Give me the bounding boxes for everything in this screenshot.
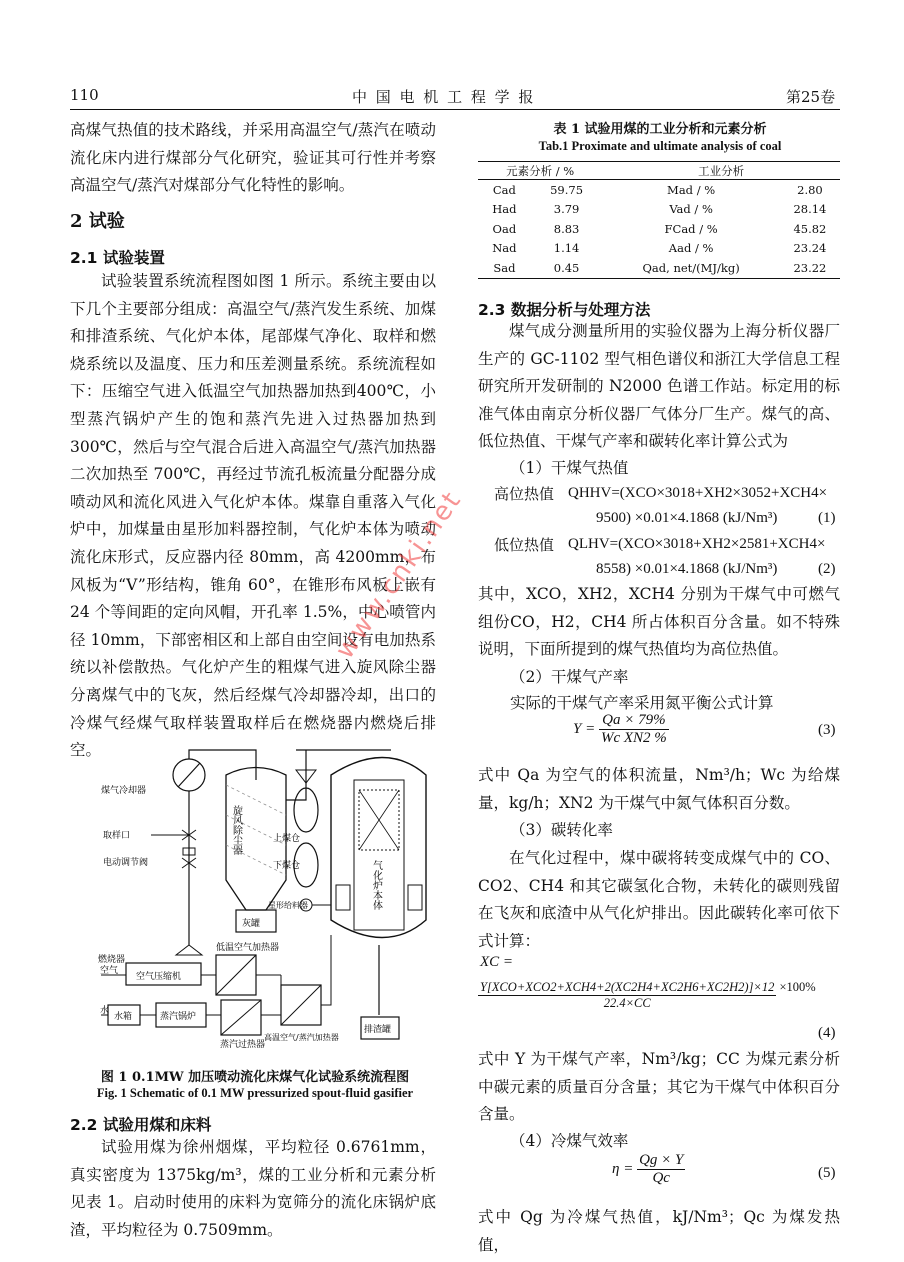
label-superheater: 蒸汽过热器	[220, 1040, 266, 1050]
item-4-heading: （4）冷煤气效率	[510, 1132, 629, 1150]
label-cooler: 煤气冷却器	[101, 786, 147, 796]
equation-number-3: (3)	[818, 722, 836, 738]
label-cyclone: 旋风除尘器	[230, 805, 242, 855]
hhv-formula-line2: 9500) ×0.01×4.1868 (kJ/Nm³)	[596, 510, 778, 526]
table-row: Sad 0.45 Qad, net/(MJ/kg) 23.22	[478, 258, 840, 278]
yield-formula	[573, 712, 669, 747]
label-air: 空气	[100, 966, 119, 976]
label-gasifier: 气化炉本体	[370, 860, 382, 910]
label-water: 水	[100, 1006, 110, 1016]
label-compressor: 空气压缩机	[136, 972, 182, 982]
section-2-title: 2 试验	[70, 211, 125, 232]
equation-number-1: (1)	[818, 510, 836, 526]
hhv-formula-line1: QHHV=(XCO×3018+XH2×3052+XCH4×	[568, 485, 828, 501]
item-2-text: 实际的干煤气产率采用氮平衡公式计算	[510, 694, 774, 712]
equation-number-5: (5)	[818, 1165, 836, 1181]
table-row: Nad 1.14 Aad / % 23.24	[492, 241, 827, 256]
header-rule	[70, 109, 840, 110]
yield-denominator: Wc XN2 %	[600, 730, 667, 746]
hhv-label: 高位热值	[494, 485, 555, 503]
xc-fraction	[478, 980, 816, 1011]
table-title-en: Tab.1 Proximate and ultimate analysis of coal	[538, 139, 782, 153]
label-ash: 灰罐	[242, 919, 261, 929]
page-number: 110	[70, 86, 99, 104]
coal-analysis-table	[478, 161, 840, 279]
section-2-1-title: 2.1 试验装置	[70, 249, 165, 267]
figure-caption-en: Fig. 1 Schematic of 0.1 MW pressurized spout-fluid gasifier	[96, 1086, 414, 1100]
intro-paragraph: 高煤气热值的技术路线，并采用高温空气/蒸汽在喷动流化床内进行煤部分气化研究，验证其可行性并考察高温空气/蒸汽对煤部分气化特性的影响。	[70, 121, 436, 195]
xc-denominator: 22.4×CC	[603, 996, 651, 1010]
label-sampling: 取样口	[103, 831, 131, 841]
after-eq2-text: 其中，XCO，XH2，XCH4 分别为干煤气中可燃气组份CO，H2，CH4 所占体积百分含量。如不特殊说明，下面所提到的煤气热值均为高位热值。	[478, 585, 840, 659]
yield-lhs: Y =	[573, 720, 596, 737]
yield-numerator: Qa × 79%	[599, 712, 669, 730]
label-low-heater: 低温空气加热器	[216, 943, 280, 953]
label-slag: 排渣罐	[364, 1025, 392, 1035]
section-2-1-text: 试验装置系统流程图如图 1 所示。系统主要由以下几个主要部分组成：高温空气/蒸汽发生系统、加煤和排渣系统、气化炉本体，尾部煤气净化、取样和燃烧系统以及温度、压力和压差测量系统。系统流程如下：压缩空气进入低温空气加热器加热到400℃，小型蒸汽锅炉产生的饱和蒸汽先进入过热器加热到 300℃，然后与空气混合后进入高温空气/蒸汽加热器二次加热至 700℃，再经过节流孔板流量分配器分成喷动风和流化风进入气化炉本体。煤靠自重落入气化炉中，加煤量由星形加料器控制，气化炉本体为喷动流化床形式，反应器内径 80mm，高 4200mm，布风板为“V”形结构，锥角 60°，在锥形布风板上嵌有 24 个等间距的定向风帽，开孔率 1.5%，中心喷管内径 10mm，下部密相区和上部自由空间设有电加热系统以补偿散热。气化炉产生的粗煤气进入旋风除尘器分离煤气中的飞灰，然后经煤气冷却器冷却，出口的冷煤气经煤气取样装置取样后在燃烧器内燃烧后排空。	[70, 272, 436, 760]
table-row: Had 3.79 Vad / % 28.14	[492, 202, 827, 217]
label-lower-bin: 下煤仓	[273, 861, 301, 871]
xc-lhs: XC =	[480, 954, 514, 970]
label-valve: 电动调节阀	[103, 858, 149, 868]
item-1-heading: （1）干煤气热值	[510, 459, 629, 477]
eta-numerator: Qg × Y	[639, 1152, 684, 1168]
eta-denominator: Qc	[652, 1170, 670, 1186]
equation-number-2: (2)	[818, 561, 836, 577]
after-eq4-text: 式中 Y 为干煤气产率，Nm³/kg；CC 为煤元素分析中碳元素的质量百分含量；其它为干煤气中体积百分含量。	[478, 1050, 840, 1124]
label-upper-bin: 上煤仓	[273, 834, 301, 844]
label-feeder: 星形给料器	[268, 901, 308, 910]
label-burner: 燃烧器	[98, 955, 126, 965]
section-2-3-text: 煤气成分测量所用的实验仪器为上海分析仪器厂生产的 GC-1102 型气相色谱仪和浙江大学信息工程研究所开发研制的 N2000 色谱工作站。标定用的标准气体由南京分析仪器厂气体分厂生产。煤气的高、低位热值、干煤气产率和碳转化率计算公式为	[478, 322, 840, 451]
table-row: Cad 59.75 Mad / % 2.80	[492, 182, 823, 197]
item-3-text: 在气化过程中，煤中碳将转变成煤气中的 CO、CO2、CH4 和其它碳氢化合物，未转化的碳则残留在飞灰和底渣中从气化炉排出。因此碳转化率可依下式计算：	[478, 849, 840, 950]
lhv-label: 低位热值	[494, 536, 555, 554]
eta-formula	[612, 1152, 685, 1187]
xc-tail: ×100%	[779, 980, 816, 994]
journal-title: 中 国 电 机 工 程 学 报	[352, 88, 536, 106]
watermark: www.cnki.net	[329, 485, 468, 665]
xc-numerator: Y[XCO+XCO2+XCH4+2(XC2H4+XC2H6+XC2H2)]×12	[480, 980, 775, 994]
equation-number-4: (4)	[818, 1025, 836, 1041]
eta-lhs: η =	[612, 1160, 634, 1177]
lhv-formula-line1: QLHV=(XCO×3018+XH2×2581+XCH4×	[568, 536, 826, 552]
after-eq3-text: 式中 Qa 为空气的体积流量，Nm³/h；Wc 为给煤量，kg/h；XN2 为干煤气中氮气体积百分数。	[478, 766, 840, 812]
volume-label: 第25卷	[786, 88, 836, 106]
label-tank: 水箱	[114, 1012, 133, 1022]
after-eq5-text: 式中 Qg 为冷煤气热值，kJ/Nm³；Qc 为煤发热值，	[478, 1208, 840, 1254]
section-2-2-text: 试验用煤为徐州烟煤，平均粒径 0.6761mm，真实密度为 1375kg/m³，煤的工业分析和元素分析见表 1。启动时使用的床料为宽筛分的流化床锅炉底渣，平均粒径为 0.7509mm。	[70, 1138, 436, 1239]
label-boiler: 蒸汽锅炉	[160, 1012, 197, 1022]
section-2-2-title: 2.2 试验用煤和床料	[70, 1116, 212, 1134]
label-high-heater: 高温空气/蒸汽加热器	[264, 1033, 339, 1042]
table-header-proximate: 工业分析	[602, 162, 840, 180]
section-2-3-title: 2.3 数据分析与处理方法	[478, 301, 651, 319]
table-title-cn: 表 1 试验用煤的工业分析和元素分析	[553, 122, 767, 137]
figure-caption-cn: 图 1 0.1MW 加压喷动流化床煤气化试验系统流程图	[100, 1070, 410, 1085]
gasifier-schematic	[96, 745, 436, 1055]
table-row: Oad 8.83 FCad / % 45.82	[492, 221, 827, 236]
item-3-heading: （3）碳转化率	[510, 821, 613, 839]
item-2-heading: （2）干煤气产率	[510, 668, 629, 686]
lhv-formula-line2: 8558) ×0.01×4.1868 (kJ/Nm³)	[596, 561, 778, 577]
table-header-ultimate: 元素分析 / %	[478, 162, 602, 180]
